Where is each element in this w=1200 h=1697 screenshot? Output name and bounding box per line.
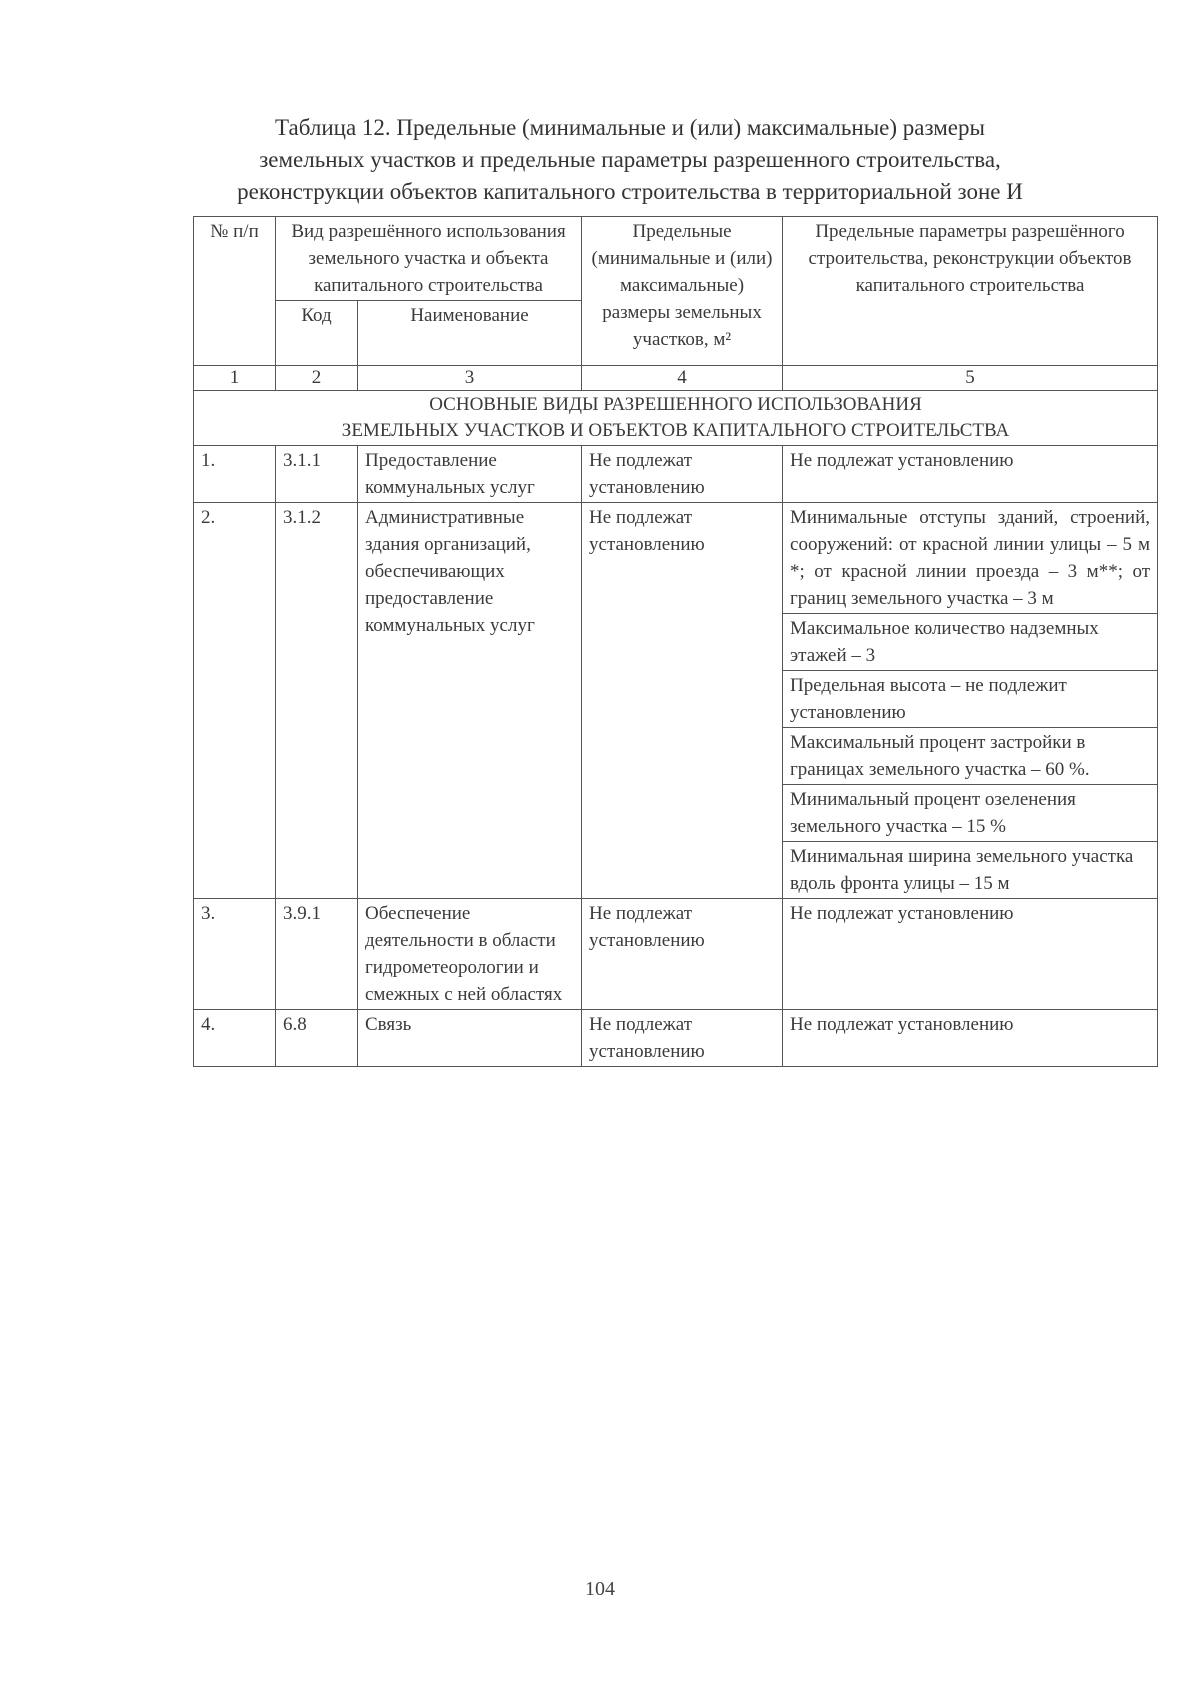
row-name: Обеспечение деятельности в области гидрометеорологии и смежных с ней областях <box>358 899 582 1010</box>
row-name: Связь <box>358 1010 582 1067</box>
table-caption <box>180 112 1080 208</box>
row-num: 3. <box>194 899 276 1010</box>
section-title-line-2: ЗЕМЕЛЬНЫХ УЧАСТКОВ И ОБЪЕКТОВ КАПИТАЛЬНОГО СТРОИТЕЛЬСТВА <box>341 420 1010 441</box>
params-subtable <box>783 503 1157 898</box>
column-number: 2 <box>276 366 358 391</box>
table-row <box>194 899 1158 1010</box>
row-size: Не подлежат установлению <box>582 899 783 1010</box>
caption-line-2: земельных участков и предельные параметры разрешенного строительства, <box>259 147 1001 172</box>
param-item: Максимальное количество надземных этажей – 3 <box>783 614 1157 671</box>
header-row-1 <box>194 217 1158 301</box>
column-number: 5 <box>783 366 1158 391</box>
row-size: Не подлежат установлению <box>582 446 783 503</box>
row-param: Не подлежат установлению <box>783 446 1158 503</box>
param-item: Минимальная ширина земельного участка вдоль фронта улицы – 15 м <box>790 846 1134 894</box>
row-code: 6.8 <box>276 1010 358 1067</box>
row-code: 3.1.1 <box>276 446 358 503</box>
column-number: 3 <box>358 366 582 391</box>
row-param: Не подлежат установлению <box>783 1010 1158 1067</box>
row-param: Не подлежат установлению <box>783 899 1158 1010</box>
param-item: Предельная высота – не подлежит установлению <box>783 671 1157 728</box>
row-code: 3.1.2 <box>276 503 358 899</box>
header-kod: Код <box>276 301 358 366</box>
row-size: Не подлежат установлению <box>582 1010 783 1067</box>
row-num: 2. <box>194 503 276 899</box>
section-title-row <box>194 391 1158 446</box>
header-params: Предельные параметры разрешённого строительства, реконструкции объектов капитального строительства <box>783 217 1158 366</box>
param-item: Минимальный процент озеленения земельного участка – 15 % <box>783 785 1157 842</box>
row-code: 3.9.1 <box>276 899 358 1010</box>
row-num: 4. <box>194 1010 276 1067</box>
table-row <box>194 446 1158 503</box>
row-name: Административные здания организаций, обеспечивающих предоставление коммунальных услуг <box>358 503 582 899</box>
row-params <box>783 503 1158 899</box>
column-number: 1 <box>194 366 276 391</box>
table-row <box>194 503 1158 899</box>
header-vid: Вид разрешённого использования земельного участка и объекта капитального строительства <box>276 217 582 301</box>
section-title-line-1: ОСНОВНЫЕ ВИДЫ РАЗРЕШЕННОГО ИСПОЛЬЗОВАНИЯ <box>429 394 922 415</box>
caption-line-3: реконструкции объектов капитального строительства в территориальной зоне И <box>237 179 1023 204</box>
table-row <box>194 1010 1158 1067</box>
row-name: Предоставление коммунальных услуг <box>358 446 582 503</box>
header-sizes: Предельные (минимальные и (или) максимальные) размеры земельных участков, м² <box>582 217 783 366</box>
column-number-row <box>194 366 1158 391</box>
param-item: Минимальные отступы зданий, строений, сооружений: от красной линии улицы – 5 м *; от красной линии проезда – 3 м**; от границ земельного участка – 3 м <box>783 503 1157 614</box>
page-number: 104 <box>585 1578 615 1600</box>
section-title <box>194 391 1158 446</box>
land-use-table <box>193 216 1158 1067</box>
header-naim: Наименование <box>358 301 582 366</box>
column-number: 4 <box>582 366 783 391</box>
param-item: Максимальный процент застройки в границах земельного участка – 60 %. <box>783 728 1157 785</box>
caption-line-1: Таблица 12. Предельные (минимальные и (или) максимальные) размеры <box>275 115 985 140</box>
row-num: 1. <box>194 446 276 503</box>
row-size: Не подлежат установлению <box>582 503 783 899</box>
header-num: № п/п <box>194 217 276 366</box>
